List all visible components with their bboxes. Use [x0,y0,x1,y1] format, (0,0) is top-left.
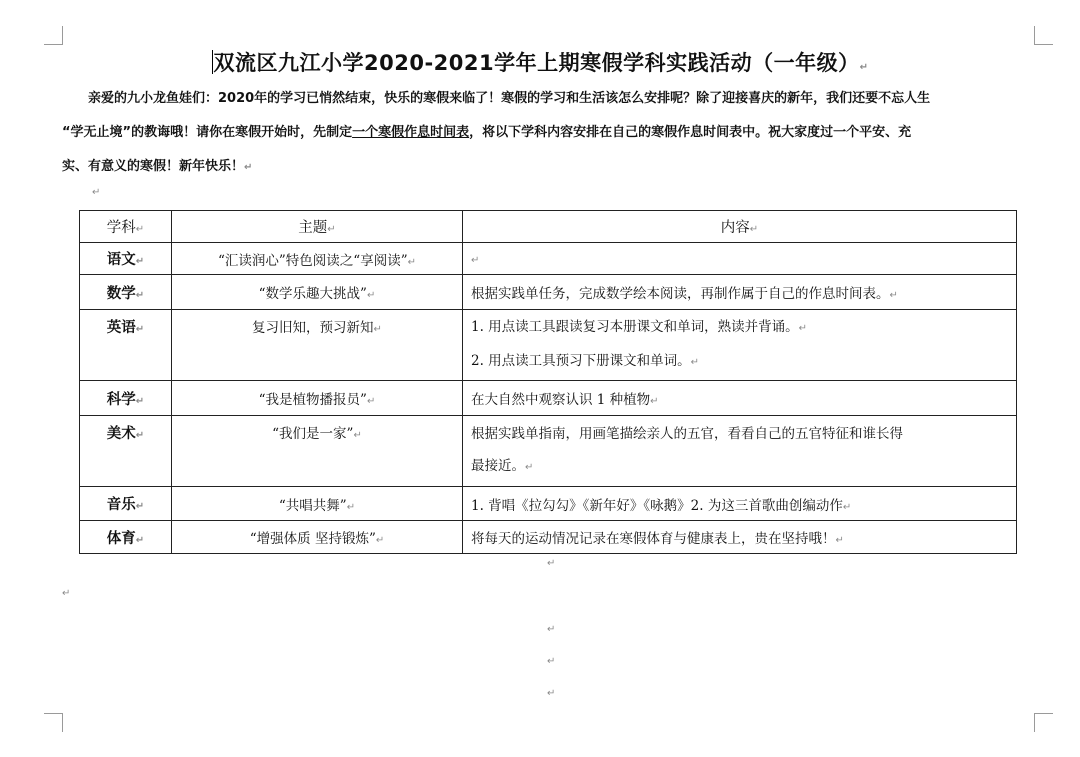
table-row [80,521,1017,554]
cell-content[interactable]: 1. 用点读工具跟读复习本册课文和单词，熟读并背诵。↵ 2. 用点读工具预习下册课文和单词。↵ [463,310,1017,381]
document-title[interactable] [0,47,1080,77]
crop-mark-top-right [1034,26,1053,45]
crop-mark-top-left [44,26,63,45]
table-row [80,416,1017,487]
intro-line-3: 实、有意义的寒假！新年快乐！ [62,159,245,174]
table-row [80,487,1017,521]
cell-subject[interactable]: 科学↵ [80,381,172,416]
paragraph-mark-icon: ↵ [62,588,71,599]
header-theme: 主题↵ [172,211,463,243]
cell-theme[interactable]: “我们是一家”↵ [172,416,463,487]
intro-line-1: 亲爱的九小龙鱼娃们：2020年的学习已悄然结束，快乐的寒假来临了！寒假的学习和生活该怎么安排呢？除了迎接喜庆的新年，我们还要不忘人生 [88,91,931,106]
table-row [80,275,1017,310]
table-row [80,243,1017,275]
cell-subject[interactable]: 数学↵ [80,275,172,310]
paragraph-mark-icon: ↵ [547,558,556,569]
cell-theme[interactable]: 复习旧知，预习新知↵ [172,310,463,381]
cell-content[interactable]: 1. 背唱《拉勾勾》《新年好》《咏鹅》2. 为这三首歌曲创编动作↵ [463,487,1017,521]
cell-content[interactable]: 根据实践单任务，完成数学绘本阅读，再制作属于自己的作息时间表。↵ [463,275,1017,310]
cell-subject[interactable]: 音乐↵ [80,487,172,521]
cell-theme[interactable]: “数学乐趣大挑战”↵ [172,275,463,310]
cell-theme[interactable]: “我是植物播报员”↵ [172,381,463,416]
activity-table [79,210,1017,554]
paragraph-mark-icon: ↵ [859,62,869,73]
cell-content[interactable]: 将每天的运动情况记录在寒假体育与健康表上，贵在坚持哦！↵ [463,521,1017,554]
paragraph-mark-icon: ↵ [547,688,556,699]
text-cursor [212,50,213,74]
intro-line-2b: ，将以下学科内容安排在自己的寒假作息时间表中。祝大家度过一个平安、充 [469,125,912,140]
paragraph-mark-icon: ↵ [92,187,101,198]
cell-theme[interactable]: “共唱共舞”↵ [172,487,463,521]
cell-theme[interactable]: “汇读润心”特色阅读之“享阅读”↵ [172,243,463,275]
cell-content[interactable]: 在大自然中观察认识 1 种植物↵ [463,381,1017,416]
header-content: 内容↵ [463,211,1017,243]
cell-subject[interactable]: 语文↵ [80,243,172,275]
paragraph-mark-icon: ↵ [547,624,556,635]
crop-mark-bottom-left [44,713,63,732]
cell-subject[interactable]: 美术↵ [80,416,172,487]
table-header-row [80,211,1017,243]
table-row [80,381,1017,416]
paragraph-mark-icon: ↵ [547,656,556,667]
cell-subject[interactable]: 体育↵ [80,521,172,554]
title-text: 双流区九江小学2020-2021学年上期寒假学科实践活动（一年级） [213,51,860,75]
intro-paragraph[interactable] [62,82,1046,185]
intro-line-2a: “学无止境”的教诲哦！请你在寒假开始时，先制定 [62,125,353,140]
header-subject: 学科↵ [80,211,172,243]
crop-mark-bottom-right [1034,713,1053,732]
paragraph-mark-icon: ↵ [244,162,253,173]
cell-theme[interactable]: “增强体质 坚持锻炼”↵ [172,521,463,554]
cell-subject[interactable]: 英语↵ [80,310,172,381]
cell-content[interactable]: 根据实践单指南，用画笔描绘亲人的五官，看看自己的五官特征和谁长得 最接近。↵ [463,416,1017,487]
schedule-link-text: 一个寒假作息时间表 [352,125,470,140]
table-row [80,310,1017,381]
cell-content[interactable]: ↵ [463,243,1017,275]
